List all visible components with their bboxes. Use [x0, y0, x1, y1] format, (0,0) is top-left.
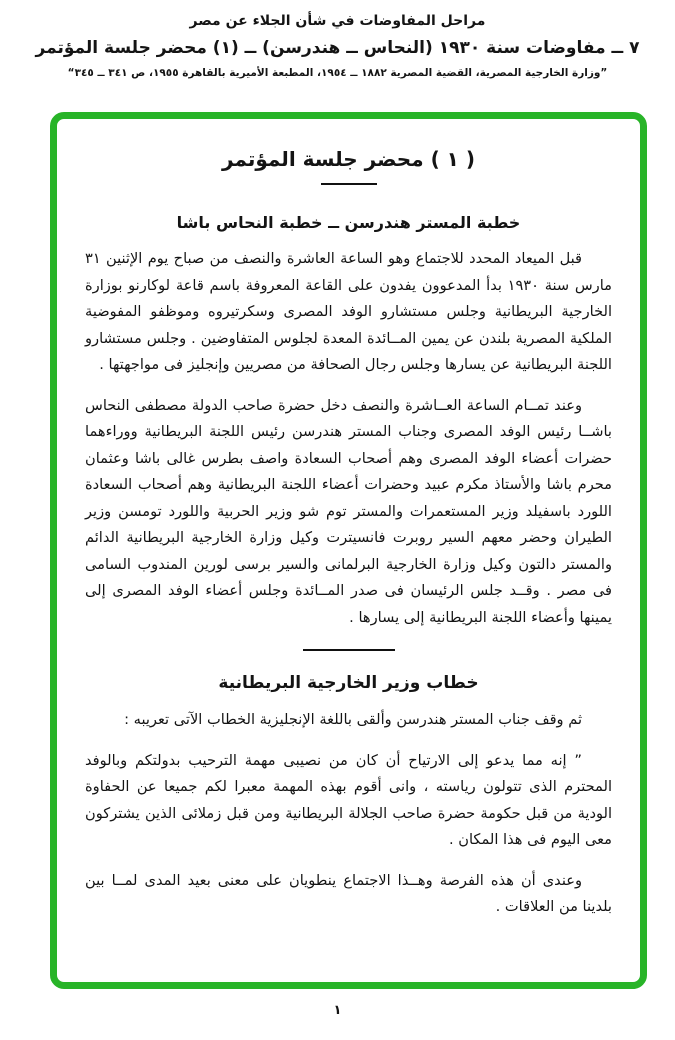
section-heading-foreign-secretary-speech: خطاب وزير الخارجية البريطانية: [218, 673, 479, 693]
page-header: [0, 0, 675, 79]
header-series-title: مراحل المفاوضات في شأن الجلاء عن مصر: [189, 13, 486, 29]
paragraph-speech-intro: ثم وقف جناب المستر هندرسن وألقى باللغة الإنجليزية الخطاب الآتى تعريبه :: [124, 711, 582, 728]
document-frame: [50, 112, 647, 989]
paragraph-speech-quote: ” إنه مما يدعو إلى الارتياح أن كان من نصيبى مهمة الترحيب بدولتكم وبالوفد المحترم الذى تتولون رياسته ، وانى أقوم بهذه المهمة معبرا لكم جميعا عن الحفاوة الودية من قبل حكومة حضرة صاحب الجلالة البريطانية ومن قبل زملائى الذين يشتركون معى اليوم فى هذا المكان .: [85, 751, 612, 848]
title-divider: [321, 183, 377, 185]
page-number: ١: [333, 1003, 342, 1018]
header-chapter-title: ٧ ــ مفاوضات سنة ١٩٣٠ (النحاس ــ هندرسن) ــ (١) محضر جلسة المؤتمر: [35, 38, 640, 58]
paragraph-delegates: وعند تمــام الساعة العــاشرة والنصف دخل حضرة صاحب الدولة مصطفى النحاس باشــا رئيس الوفد المصرى وجناب المستر هندرسن رئيس اللجنة البريطانية ووراءهما حضرات أعضاء الوفد المصرى وهم أصحاب السعادة واصف بطرس غالى باشا وعثمان محرم باشا والأستاذ مكرم عبيد وحضرات أعضاء اللجنة البريطانية وهم أصحاب السعادة اللورد باسفيلد وزير المستعمرات والمستر توم شو وزير الحربية واللورد تومسن وزير الطيران وحضر معهم السير روبرت فانسيترت وكيل وزارة الخارجية البريطانية الدائم والمستر دالتون وكيل وزارة الخارجية البرلمانى والسير برسى لورين المندوب السامى فى مصر . وقــد جلس الرئيسان فى صدر المــائدة وجلس أعضاء الوفد المصرى إلى يمينها وأعضاء اللجنة البريطانية إلى يسارها .: [85, 396, 612, 626]
section-divider: [303, 649, 395, 651]
paragraph-arrival: قبل الميعاد المحدد للاجتماع وهو الساعة العاشرة والنصف من صباح يوم الإثنين ٣١ مارس سنة ١٩٣٠ بدأ المدعوون يفدون على القاعة المعروفة باسم قاعة لوكارنو بوزارة الخارجية البريطانية وجلس مستشارو الوفد المصرى وسكرتيروه وموظفو المفوضية الملكية المصرية بلندن عن يمين المــائدة المعدة لجلوس المتفاوضين . وجلس مستشارو اللجنة البريطانية عن يسارها وجلس رجال الصحافة من مصريين وإنجليز فى مواجهتها .: [85, 250, 612, 373]
document-title: ( ١ ) محضر جلسة المؤتمر: [222, 147, 475, 171]
document-subtitle: خطبة المستر هندرسن ــ خطبة النحاس باشا: [176, 213, 521, 232]
paragraph-speech-continuation: وعندى أن هذه الفرصة وهــذا الاجتماع ينطويان على معنى بعيد المدى لمــا بين بلدينا من العلاقات .: [85, 871, 612, 915]
header-source-citation: ”وزارة الخارجية المصرية، القضية المصرية ١٨٨٢ ــ ١٩٥٤، المطبعة الأميرية بالقاهرة ١٩٥٥، ص ٣٤١ ــ ٣٤٥“: [67, 67, 608, 79]
